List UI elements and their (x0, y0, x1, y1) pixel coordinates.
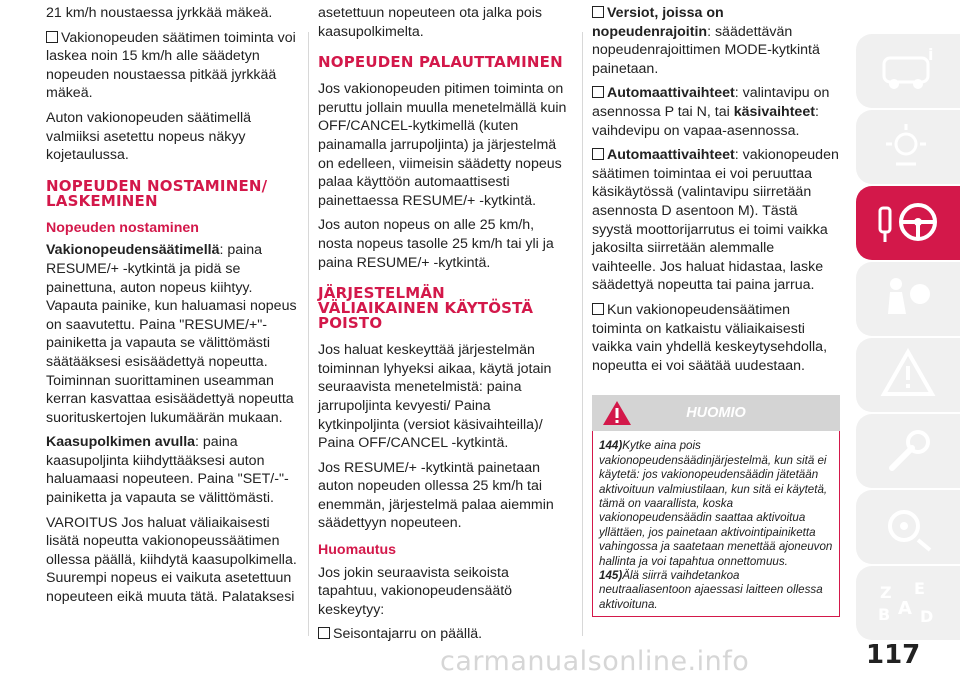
emergency-icon (874, 348, 944, 402)
paragraph: 21 km/h noustaessa jyrkkää mäkeä. (46, 5, 273, 21)
warning-header (592, 395, 840, 431)
tab-maintenance[interactable] (856, 414, 960, 488)
paragraph: Jos RESUME/+ -kytkintä painetaan auton nopeuden ollessa 25 km/h tai enemmän, järjestelmä palaa aiemmin säädettyyn nopeuteen. (318, 459, 554, 532)
chapter-tabs (852, 0, 960, 678)
checkbox-icon (46, 31, 58, 43)
car-info-icon (874, 44, 944, 98)
svg-text:B: B (878, 605, 891, 624)
paragraph: Kun vakionopeudensäätimen toiminta on katkaistu väliaikaisesti vaikka vain yhdellä keskeytysehdolla, nopeutta ei voi säätää uudestaan. (592, 301, 828, 374)
watermark: carmanualsonline.info (440, 646, 750, 677)
section-heading: NOPEUDEN NOSTAMINEN/ LASKEMINEN (46, 176, 268, 210)
paragraph: Automaattivaihteet: valintavipu on asennossa P tai N, tai käsivaihteet: vaihdevipu on vapaa-asennossa. (592, 85, 830, 139)
checkbox-icon (592, 6, 604, 18)
paragraph: VAROITUS Jos haluat väliaikaisesti lisätä nopeutta vakionopeussäätimen ollessa päällä, kiihdytä kaasupolkimella. Suurempi nopeus ei vaikuta asetettuun nopeuteen eikä muuta tätä. Palataksesi (46, 514, 297, 606)
tab-safety[interactable] (856, 262, 960, 336)
paragraph: Versiot, joissa on nopeudenrajoitin: säädettävän nopeudenrajoittimen MODE-kytkintä painetaan. (592, 5, 820, 77)
warning-item: 145)Älä siirrä vaihdetankoa neutraaliasentoon ajaessasi laitteen ollessa aktivoituna. (599, 568, 823, 611)
technical-data-icon (874, 500, 944, 554)
column-divider (308, 32, 309, 636)
paragraph: Vakionopeuden säätimen toiminta voi laskea noin 15 km/h alle säädetyn nopeuden noustaessa pitkää jyrkkää mäkeä. (46, 29, 296, 102)
subsection-heading: Nopeuden nostaminen (46, 219, 199, 236)
warning-lights-icon (874, 120, 944, 174)
warning-body (592, 431, 840, 617)
svg-text:A: A (898, 598, 912, 619)
checkbox-icon (592, 86, 604, 98)
tab-emergency[interactable] (856, 338, 960, 412)
checkbox-icon (592, 303, 604, 315)
checkbox-icon (592, 148, 604, 160)
tab-technical-data[interactable] (856, 490, 960, 564)
tab-driving[interactable] (856, 186, 960, 260)
paragraph: asetettuun nopeuteen ota jalka pois kaasupolkimelta. (318, 5, 543, 40)
svg-text:D: D (920, 607, 934, 626)
tab-warning-lights[interactable] (856, 110, 960, 184)
tab-car-info[interactable] (856, 34, 960, 108)
paragraph: Jos auton nopeus on alle 25 km/h, nosta nopeus tasolle 25 km/h tai yli ja paina RESUME/+ -kytkintä. (318, 217, 554, 271)
column-2 (318, 4, 570, 650)
paragraph: Seisontajarru on päällä. (318, 625, 570, 644)
paragraph: Jos jokin seuraavista seikoista tapahtuu, vakionopeudensäätö keskeytyy: (318, 564, 513, 618)
tab-index[interactable] (856, 566, 960, 640)
column-1 (46, 4, 298, 613)
index-alphabet-icon (874, 576, 944, 630)
paragraph: Auton vakionopeuden säätimellä valmiiksi asetettu nopeus näkyy kojetaulussa. (46, 109, 252, 164)
section-heading: NOPEUDEN PALAUTTAMINEN (318, 53, 563, 72)
warning-item: 144)Kytke aina pois vakionopeudensäädinjärjestelmä, kun sitä ei käytetä: jos vakionopeudensäädin jätetään aktivoituun valmiustilaan, kun sitä ei käytetä, tämä on vaarallista, koska vakionopeudensäädin saattaa aktivoitua yllättäen, jos painetaan aktivointipainiketta vahingossa ja saatetaan menettää ajoneuvon hallinta ja voi tapahtua onnettomuus. (599, 439, 833, 568)
column-3 (592, 4, 840, 617)
maintenance-icon (874, 424, 944, 478)
paragraph: Kaasupolkimen avulla: paina kaasupoljinta kiihdyttääksesi auton haluamaasi nopeuteen. Paina "SET/-"-painiketta ja vapauta se välittömästi. (46, 434, 289, 507)
paragraph: Vakionopeudensäätimellä: paina RESUME/+ -kytkintä ja pidä se painettuna, auton nopeus kiihtyy. Vapauta painike, kun haluamasi nopeus on saavutettu. Paina "RESUME/+"-painiketta ja vapauta se välittömästi säätääksesi esisäädettyä nopeutta. Toiminnan suorittaminen useamman kerran kasvattaa esisäädettyä nopeutta suorituskertojen lukumäärän mukaan. (46, 242, 297, 426)
checkbox-icon (318, 627, 330, 639)
page-number: 117 (866, 640, 921, 670)
paragraph: Automaattivaihteet: vakionopeuden säätimen toimintaa ei voi peruuttaa käsikäytössä (valintavipu siirretään asennosta D asentoon M). Tästä syystä moottorijarrutus ei toimi vaikka jakosilta siirretään alemmalle vaihteelle. Jos haluat hidastaa, laske säädettyä nopeutta tai paina jarrua. (592, 147, 839, 294)
subsection-heading: Huomautus (318, 542, 397, 559)
warning-title: HUOMIO (686, 405, 746, 422)
section-heading: JÄRJESTELMÄN VÄLIAIKAINEN KÄYTÖSTÄ POISTO (318, 284, 534, 333)
driving-steering-icon (874, 196, 944, 250)
safety-airbag-icon (874, 272, 944, 326)
svg-text:i: i (928, 45, 934, 64)
column-divider (582, 32, 583, 636)
svg-text:Z: Z (880, 583, 892, 602)
svg-text:E: E (914, 579, 925, 598)
paragraph: Jos haluat keskeyttää järjestelmän toiminnan lyhyeksi aikaa, käytä jotain seuraavista menetelmistä: paina jarrupoljinta kevyesti/ Paina kytkinpoljinta (versiot käsivaihteilla)/ Paina OFF/CANCEL -kytkintä. (318, 342, 552, 452)
paragraph: Jos vakionopeuden pitimen toiminta on peruttu jollain muulla menetelmällä kuin OFF/CANCEL-kytkimellä (kuten painamalla jarrupoljinta) ja järjestelmä on edelleen, viimeisin säädetty nopeus palaa käyttöön automaattisesti painettaessa RESUME/+ -kytkintä. (318, 81, 567, 209)
